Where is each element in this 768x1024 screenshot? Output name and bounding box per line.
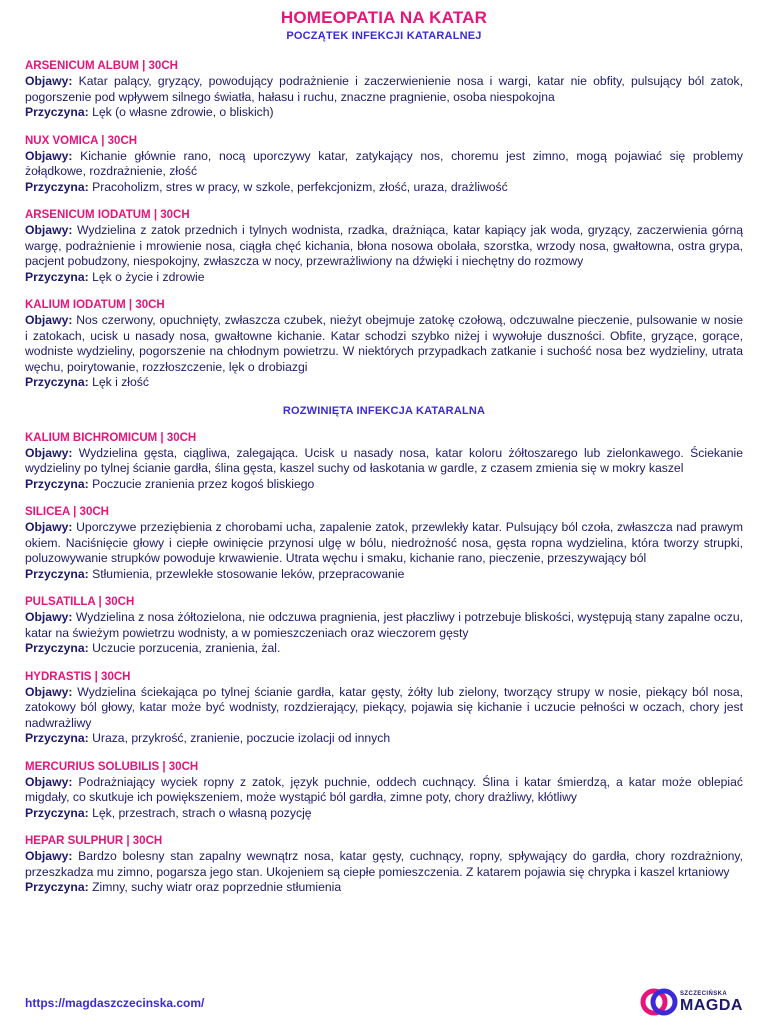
remedy-cause (25, 270, 743, 286)
remedy-symptoms (25, 520, 743, 567)
remedy-title: HEPAR SULPHUR | 30CH (25, 835, 163, 847)
cause-text: Uraza, przykrość, zranienie, poczucie izolacji od innych (92, 731, 391, 745)
symptoms-text: Bardzo bolesny stan zapalny wewnątrz nosa, katar gęsty, cuchnący, ropny, spływający do gardła, chory rozdrażniony, przeszkadza mu zimno, pogarsza jego stan. Ukojeniem są ciepłe pomieszczenia. Z katarem pojawia się chrypka i kaszel krtaniowy (25, 849, 743, 879)
remedy-silicea (25, 505, 743, 582)
remedy-cause (25, 731, 743, 747)
remedy-hydrastis (25, 670, 743, 747)
symptoms-label: Objawy: (25, 684, 73, 699)
cause-label: Przyczyna: (25, 375, 89, 389)
remedy-hepar-sulphur (25, 834, 743, 896)
remedy-symptoms (25, 849, 743, 880)
cause-text: Lęk o życie i zdrowie (92, 269, 205, 284)
remedy-cause (25, 180, 743, 196)
cause-label: Przyczyna: (25, 566, 89, 581)
remedy-cause (25, 880, 743, 896)
symptoms-label: Objawy: (25, 223, 73, 237)
page-title: HOMEOPATIA NA KATAR (280, 8, 488, 27)
cause-text: Lęk, przestrach, strach o własną pozycję (92, 805, 312, 820)
cause-label: Przyczyna: (25, 731, 89, 745)
remedy-symptoms (25, 313, 743, 375)
remedy-symptoms (25, 446, 743, 477)
symptoms-text: Uporczywe przeziębienia z chorobami ucha, zapalenie zatok, przewlekły katar. Pulsujący ból czoła, zwłaszcza nad prawym okiem. Naciśnięcie głowy i ciepłe owinięcie przynosi ulgę w bólu, niedrożność nosa, gęsta ropna wydzielina, która tworzy strupki, poluzowywanie strupków powoduje krwawienie. Utrata węchu i smaku, kichanie rano, pieczenie, przeszywający ból (25, 520, 743, 565)
remedy-nux-vomica (25, 134, 743, 196)
cause-label: Przyczyna: (25, 179, 89, 194)
remedy-title: PULSATILLA | 30CH (25, 596, 135, 608)
remedy-symptoms (25, 610, 743, 641)
symptoms-text: Wydzielina z zatok przednich i tylnych wodnista, rzadka, drażniąca, katar kapiący jak woda, gryzący, zaczerwienia górną wargę, podrażnienie i mrowienie nosa, ciągła chęć kichania, błona nosowa obolała, szorstka, wrzody nosa, gwałtowna, ostra grypa, pacjent pobudzony, niespokojny, zwłaszcza w nocy, przewrażliwiony na dźwięki i niechętny do rozmowy (25, 223, 744, 268)
cause-text: Zimny, suchy wiatr oraz poprzednie stłumienia (92, 880, 342, 894)
symptoms-text: Kichanie głównie rano, nocą uporczywy katar, zatykający nos, choremu jest zimno, mogą pojawiać się problemy żołądkowe, rozdrażnienie, złość (25, 148, 743, 178)
remedy-kalium-iodatum (25, 298, 743, 391)
cause-text: Lęk i złość (92, 375, 149, 389)
cause-text: Lęk (o własne zdrowie, o bliskich) (92, 105, 274, 119)
website-link[interactable]: https://magdaszczecinska.com/ (25, 996, 205, 1010)
remedy-symptoms (25, 775, 743, 806)
logo-surname: SZCZECIŃSKA (680, 991, 728, 997)
remedy-symptoms (25, 685, 743, 732)
symptoms-label: Objawy: (25, 610, 73, 624)
cause-text: Stłumienia, przewlekłe stosowanie leków, przepracowanie (92, 566, 405, 581)
symptoms-label: Objawy: (25, 520, 73, 534)
cause-label: Przyczyna: (25, 880, 89, 894)
cause-text: Pracoholizm, stres w pracy, w szkole, perfekcjonizm, złość, uraza, drażliwość (92, 179, 508, 194)
symptoms-text: Wydzielina z nosa żółtozielona, nie odczuwa pragnienia, jest płaczliwy i potrzebuje bliskości, występują stany zapalne oczu, katar na świeżym powietrzu wodnisty, a w pomieszczeniach oraz wieczorem gęsty (25, 610, 743, 640)
cause-label: Przyczyna: (25, 105, 89, 119)
symptoms-text: Nos czerwony, opuchnięty, zwłaszcza czubek, nieżyt obejmuje zatokę czołową, odczuwalne pieczenie, pulsowanie w nosie i zatokach, ucisk u nasady nosa, gwałtowne kichanie. Katar schodzi szybko niżej i wywołuje duszności. Obfite, gryzące, gorące, wodniste wydzieliny, pogorszenie na chłodnym powietrzu. W niektórych przypadkach zatkanie i suchość nosa bez wydzieliny, utrata węchu, poirytowanie, rozzłoszczenie, lęk o drobiazgi (25, 313, 743, 374)
logo-name: MAGDA (680, 997, 743, 1014)
remedy-cause (25, 105, 743, 121)
symptoms-text: Podrażniający wyciek ropny z zatok, język puchnie, oddech cuchnący. Ślina i katar śmierdzą, a katar może oblepiać migdały, co skutkuje ich powiększeniem, może wystąpić ból gardła, zimne poty, chory drażliwy, kłótliwy (25, 774, 744, 804)
remedy-title: ARSENICUM ALBUM | 30CH (25, 60, 178, 72)
remedy-cause (25, 641, 743, 657)
section-heading-developed: ROZWINIĘTA INFEKCJA KATARALNA (282, 404, 486, 417)
remedy-title: ARSENICUM IODATUM | 30CH (25, 209, 190, 221)
cause-label: Przyczyna: (25, 641, 89, 655)
remedy-title: KALIUM BICHROMICUM | 30CH (25, 431, 197, 444)
remedy-mercurius-solubilis (25, 760, 743, 822)
symptoms-label: Objawy: (25, 849, 73, 863)
remedy-symptoms (25, 223, 743, 270)
symptoms-label: Objawy: (25, 313, 73, 327)
remedy-kalium-bichromicum (25, 431, 743, 493)
remedy-title: HYDRASTIS | 30CH (25, 670, 131, 683)
cause-text: Uczucie porzucenia, zranienia, żal. (92, 641, 281, 655)
document-page (25, 8, 743, 896)
section-heading-initial: POCZĄTEK INFEKCJI KATARALNEJ (286, 30, 482, 42)
cause-label: Przyczyna: (25, 269, 89, 284)
remedy-symptoms (25, 74, 743, 105)
remedy-title: NUX VOMICA | 30CH (25, 134, 138, 147)
remedy-cause (25, 477, 743, 493)
brand-logo (640, 985, 750, 1019)
symptoms-label: Objawy: (25, 148, 73, 163)
cause-text: Poczucie zranienia przez kogoś bliskiego (92, 476, 315, 491)
remedy-title: MERCURIUS SOLUBILIS | 30CH (25, 760, 199, 773)
cause-label: Przyczyna: (25, 805, 89, 820)
symptoms-label: Objawy: (25, 445, 73, 460)
logo-rings-icon (640, 987, 682, 1017)
remedy-pulsatilla (25, 595, 743, 657)
remedy-arsenicum-iodatum (25, 208, 743, 285)
symptoms-text: Katar palący, gryzący, powodujący podrażnienie i zaczerwienienie nosa i wargi, katar nie obfity, pulsujący ból zatok, pogorszenie pod wpływem silnego światła, hałasu i ruchu, znaczne pragnienie, osoba niespokojna (25, 74, 743, 104)
remedy-title: SILICEA | 30CH (25, 506, 109, 518)
remedy-cause (25, 375, 743, 391)
remedy-title: KALIUM IODATUM | 30CH (25, 299, 165, 311)
symptoms-text: Wydzielina ściekająca po tylnej ścianie gardła, katar gęsty, żółty lub zielony, tworzący strupy w nosie, piekący ból nosa, zatokowy ból głowy, katar może być wodnisty, rozdzierający, piekący, pojawia się kichanie i uczucie pełności w oczach, chory jest nadwrażliwy (25, 684, 744, 730)
symptoms-label: Objawy: (25, 74, 73, 88)
cause-label: Przyczyna: (25, 476, 89, 491)
remedy-cause (25, 567, 743, 583)
remedy-arsenicum-album (25, 59, 743, 121)
remedy-symptoms (25, 149, 743, 180)
symptoms-label: Objawy: (25, 774, 73, 789)
remedy-cause (25, 806, 743, 822)
symptoms-text: Wydzielina gęsta, ciągliwa, zalegająca. Ucisk u nasady nosa, katar koloru żółtoszarego lub zielonkawego. Ściekanie wydzieliny po tylnej ścianie gardła, ślina gęsta, kaszel suchy od łaskotania w gardle, z czasem zmienia się w mokry kaszel (25, 445, 743, 475)
